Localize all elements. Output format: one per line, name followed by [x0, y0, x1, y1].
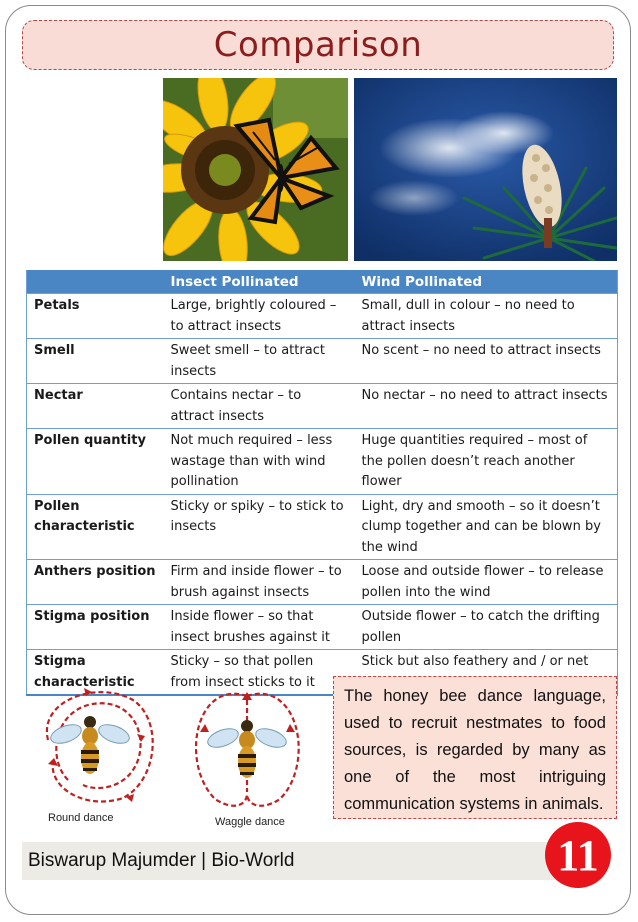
row-wind: Huge quantities required – most of the pollen doesn’t reach another flower [355, 429, 618, 495]
round-dance-label: Round dance [48, 812, 114, 824]
sunflower-butterfly-image [163, 78, 348, 261]
pine-pollen-image [354, 78, 617, 261]
row-insect: Not much required – less wastage than with wind pollination [164, 429, 355, 495]
honey-bee-note [333, 676, 617, 819]
row-insect: Large, brightly coloured – to attract insects [164, 294, 355, 339]
table-row [27, 384, 618, 429]
header-wind-pollinated: Wind Pollinated [355, 270, 618, 294]
table-header-row [27, 270, 618, 294]
table-row [27, 605, 618, 650]
note-text: The honey bee dance language, used to recruit nestmates to food sources, is regarded by many as one of the most intriguing communication systems in animals. [344, 687, 606, 813]
row-feature: Pollen characteristic [27, 494, 164, 560]
row-feature: Smell [27, 339, 164, 384]
title-banner [22, 20, 614, 70]
row-feature: Stigma characteristic [27, 650, 164, 696]
row-feature: Anthers position [27, 560, 164, 605]
row-feature: Petals [27, 294, 164, 339]
page-number: 11 [557, 830, 599, 880]
waggle-dance-label: Waggle dance [215, 816, 285, 828]
round-dance-diagram [28, 680, 163, 824]
bee-icon [48, 716, 132, 774]
comparison-table [26, 270, 618, 696]
header-feature [27, 270, 164, 294]
row-insect: Sweet smell – to attract insects [164, 339, 355, 384]
page-title: Comparison [213, 25, 423, 65]
row-feature: Pollen quantity [27, 429, 164, 495]
row-feature: Stigma position [27, 605, 164, 650]
waggle-dance-illustration [185, 684, 310, 814]
footer-author: Biswarup Majumder | Bio-World [28, 850, 295, 871]
table-row [27, 560, 618, 605]
table-row [27, 339, 618, 384]
row-wind: Outside flower – to catch the drifting pollen [355, 605, 618, 650]
round-dance-illustration [28, 680, 163, 808]
row-insect: Firm and inside flower – to brush against insects [164, 560, 355, 605]
table-row [27, 429, 618, 495]
footer-bar [22, 842, 582, 880]
header-insect-pollinated: Insect Pollinated [164, 270, 355, 294]
sunflower-butterfly-illustration [163, 78, 348, 261]
table-row [27, 294, 618, 339]
pine-pollen-illustration [354, 78, 617, 261]
page-number-badge [545, 822, 611, 888]
row-wind: Light, dry and smooth – so it doesn’t clump together and can be blown by the wind [355, 494, 618, 560]
row-wind: Small, dull in colour – no need to attract insects [355, 294, 618, 339]
waggle-dance-diagram [185, 684, 310, 828]
bee-icon [205, 720, 289, 778]
row-wind: Stick but also feathery and / or net [355, 650, 618, 696]
row-insect: Sticky or spiky – to stick to insects [164, 494, 355, 560]
row-wind: No nectar – no need to attract insects [355, 384, 618, 429]
row-insect: Sticky – so that pollen from insect sticks to it [164, 650, 355, 696]
row-insect: Contains nectar – to attract insects [164, 384, 355, 429]
row-insect: Inside flower – so that insect brushes against it [164, 605, 355, 650]
row-wind: No scent – no need to attract insects [355, 339, 618, 384]
row-feature: Nectar [27, 384, 164, 429]
row-wind: Loose and outside flower – to release pollen into the wind [355, 560, 618, 605]
table-row [27, 494, 618, 560]
